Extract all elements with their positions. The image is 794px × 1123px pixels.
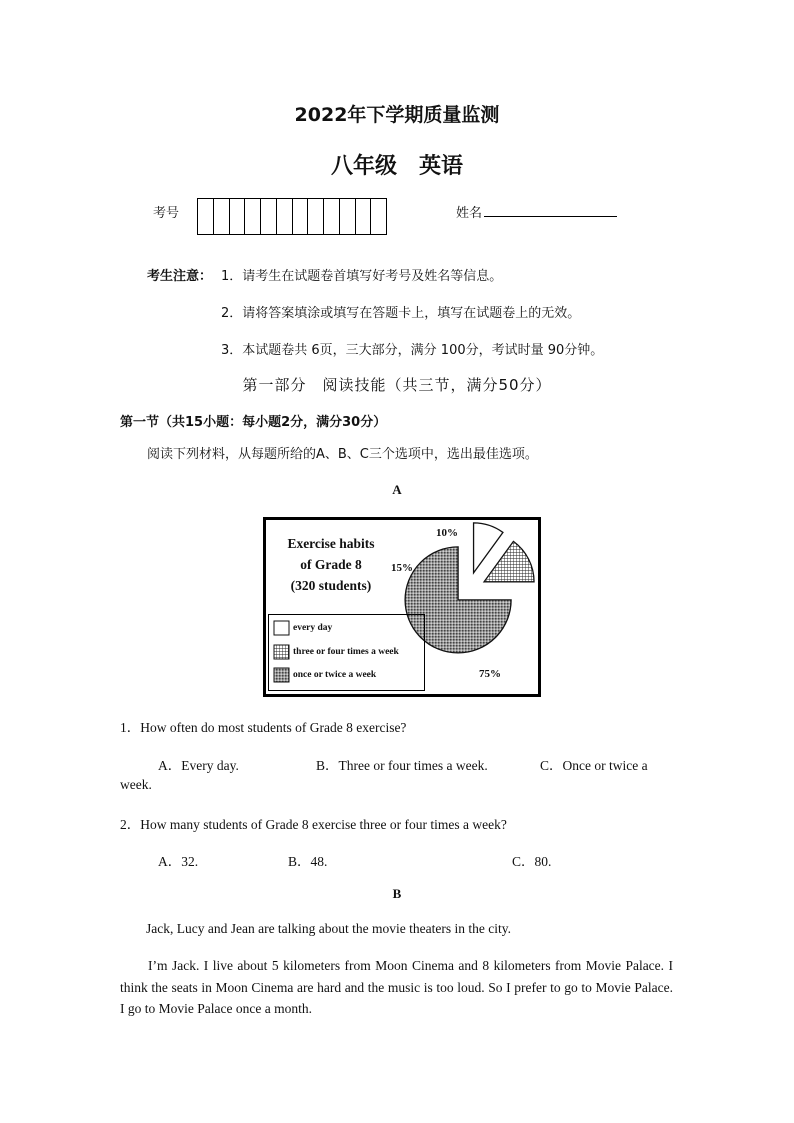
chart-title-line-3: (320 students) [290,578,372,593]
chart-title [281,533,381,596]
legend-label-once-twice: once or twice a week [293,670,377,680]
passage-b-paragraph: I’m Jack. I live about 5 kilometers from Moon Cinema and 8 kilometers from Movie Palace. I think the seats in Moon Cinema are hard and the music is too loud. So I prefer to go to Movie Palace. I go to Movie Palace once a month. [120,958,673,1016]
notice-item-2: 2．请将答案填涂或填写在答题卡上，填写在试题卷上的无效。 [221,306,581,321]
notice-item-1: 1．请考生在试题卷首填写好考号及姓名等信息。 [221,269,503,284]
q1-option-c: C．Once or twice a [540,758,648,773]
name-label: 姓名 [456,206,483,221]
q1-option-c-wrap: week. [120,777,152,792]
exam-number-label: 考号 [153,206,180,221]
pie-label-three-four: 15% [391,562,413,574]
instruction-text: 阅读下列材料，从每题所给的A、B、C三个选项中，选出最佳选项。 [147,447,538,462]
exam-title: 2022年下学期质量监测 [294,104,500,126]
chart-title-line-2: of Grade 8 [300,557,362,572]
passage-b-intro: Jack, Lucy and Jean are talking about the movie theaters in the city. [146,921,511,936]
notice-item-3: 3．本试题卷共 6页，三大部分，满分 100分，考试时量 90分钟。 [221,343,604,358]
q2-option-a: A．32. [158,854,199,869]
passage-a-label: A [392,482,402,497]
pie-label-every-day: 10% [436,527,458,539]
chart-title-line-1: Exercise habits [287,536,375,551]
question-2: 2．How many students of Grade 8 exercise three or four times a week? [120,817,507,832]
pie-label-once-twice: 75% [479,668,501,680]
q2-option-c: C．80. [512,854,552,869]
question-1: 1．How often do most students of Grade 8 exercise? [120,720,407,735]
legend-label-three-four: three or four times a week [293,647,399,657]
section-one-title: 第一节（共15小题：每小题2分，满分30分） [120,415,387,430]
passage-b-label: B [392,886,402,901]
exam-subtitle: 八年级 英语 [330,154,463,179]
part-one-title: 第一部分 阅读技能（共三节，满分50分） [242,376,552,394]
q1-option-a: A．Every day. [158,758,239,773]
q2-option-b: B．48. [288,854,328,869]
legend-label-every-day: every day [293,623,333,633]
notice-label: 考生注意： [147,269,213,284]
q1-option-b: B．Three or four times a week. [316,758,488,773]
